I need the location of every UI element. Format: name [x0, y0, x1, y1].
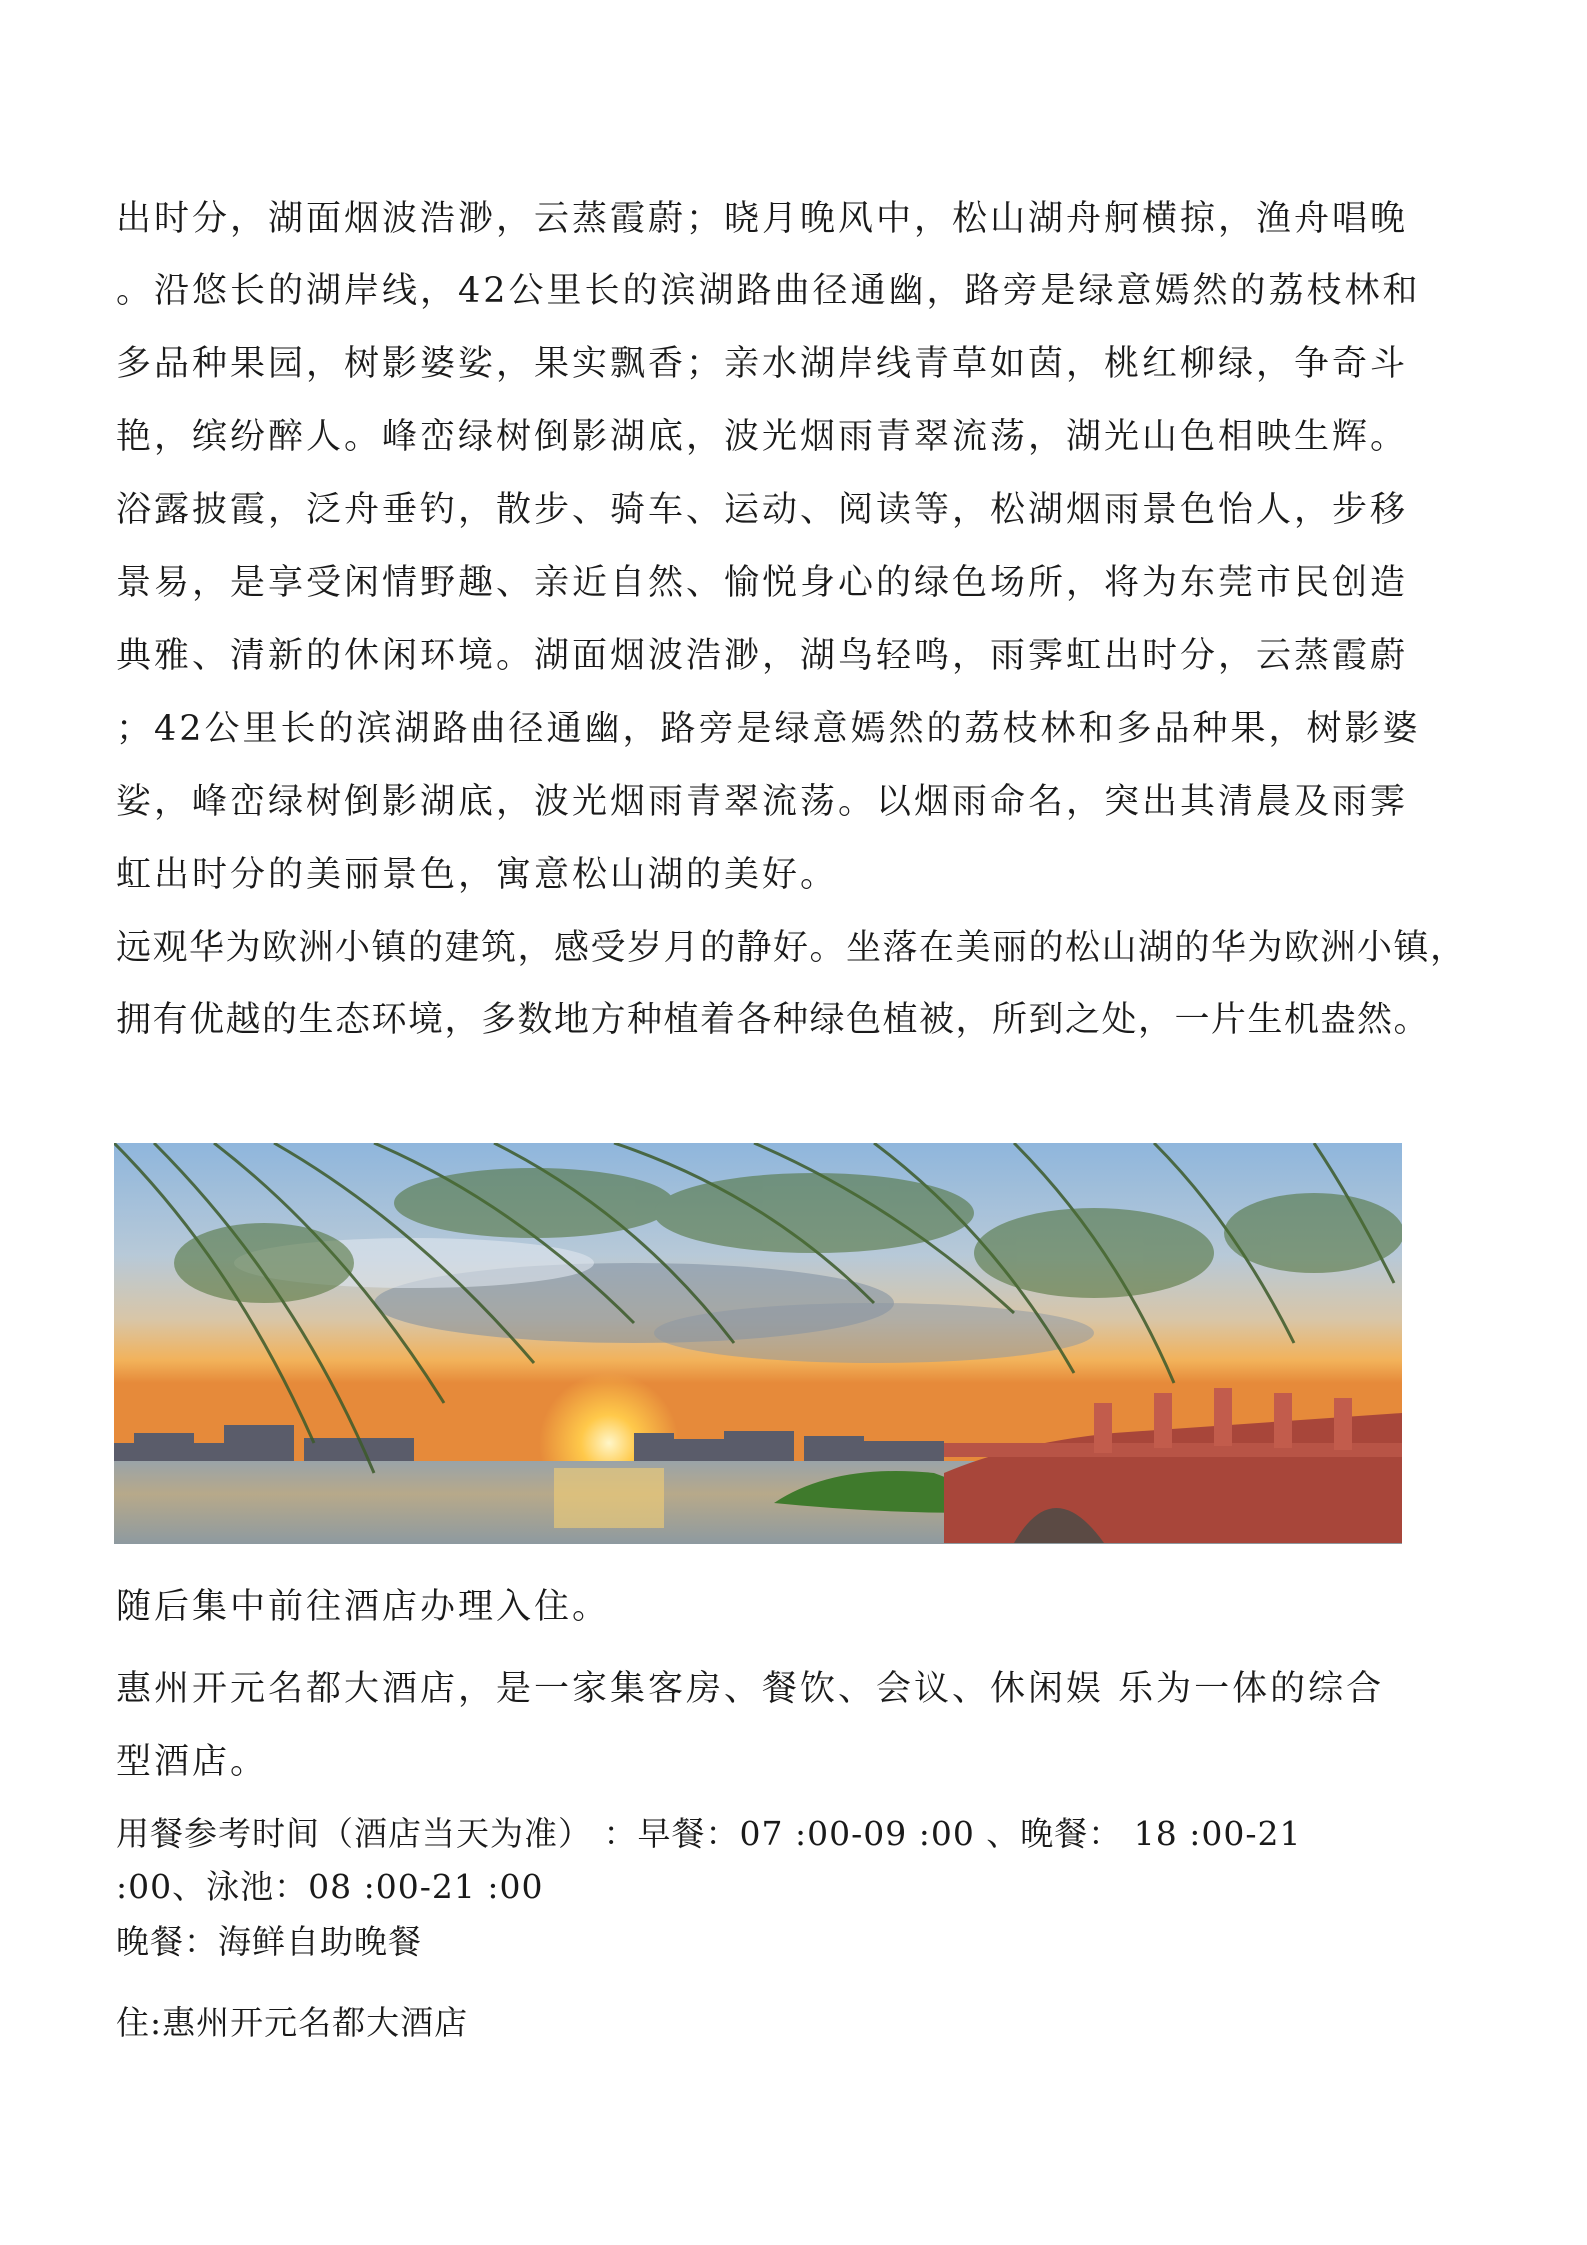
- town-line: 远观华为欧洲小镇的建筑，感受岁月的静好。坐落在美丽的松山湖的华为欧洲小镇，: [116, 928, 1467, 968]
- intro-line: 娑，峰峦绿树倒影湖底，波光烟雨青翠流荡。以烟雨命名，突出其清晨及雨霁: [116, 782, 1409, 822]
- intro-line: 典雅、清新的休闲环境。湖面烟波浩渺，湖鸟轻鸣，雨霁虹出时分，云蒸霞蔚: [116, 636, 1409, 676]
- intro-line: 虹出时分的美丽景色，寓意松山湖的美好。: [116, 855, 839, 895]
- intro-line: 景易，是享受闲情野趣、亲近自然、愉悦身心的绿色场所，将为东莞市民创造: [116, 563, 1409, 603]
- meal-time-line: :00、泳池：08 :00-21 :00: [116, 1867, 544, 1906]
- meal-time-line: 用餐参考时间（酒店当天为准） ：早餐：07 :00-09 :00 、晚餐： 18 :00-21: [116, 1814, 1302, 1853]
- intro-line: ；42公里长的滨湖路曲径通幽，路旁是绿意嫣然的荔枝林和多品种果，树影婆: [116, 709, 1421, 749]
- intro-line: 多品种果园，树影婆娑，果实飘香；亲水湖岸线青草如茵，桃红柳绿，争奇斗: [116, 344, 1409, 384]
- lake-sunset-photo: [114, 1143, 1402, 1544]
- town-line: 拥有优越的生态环境，多数地方种植着各种绿色植被，所到之处，一片生机盎然。: [116, 1000, 1431, 1040]
- intro-line: 出时分，湖面烟波浩渺，云蒸霞蔚；晓月晚风中，松山湖舟舸横掠，渔舟唱晚: [116, 199, 1409, 239]
- hotel-desc-line: 惠州开元名都大酒店，是一家集客房、餐饮、会议、休闲娱 乐为一体的综合: [116, 1669, 1385, 1709]
- intro-line: 艳，缤纷醉人。峰峦绿树倒影湖底，波光烟雨青翠流荡，湖光山色相映生辉。: [116, 417, 1409, 457]
- dinner-text: 晚餐：海鲜自助晚餐: [116, 1922, 422, 1961]
- hotel-desc-line: 型酒店。: [116, 1742, 269, 1782]
- checkin-text: 随后集中前往酒店办理入住。: [116, 1587, 611, 1627]
- stay-text: 住:惠州开元名都大酒店: [116, 2003, 469, 2042]
- intro-line: 浴露披霞，泛舟垂钓，散步、骑车、运动、阅读等，松湖烟雨景色怡人，步移: [116, 490, 1409, 530]
- intro-line: 。沿悠长的湖岸线，42公里长的滨湖路曲径通幽，路旁是绿意嫣然的荔枝林和: [116, 271, 1421, 311]
